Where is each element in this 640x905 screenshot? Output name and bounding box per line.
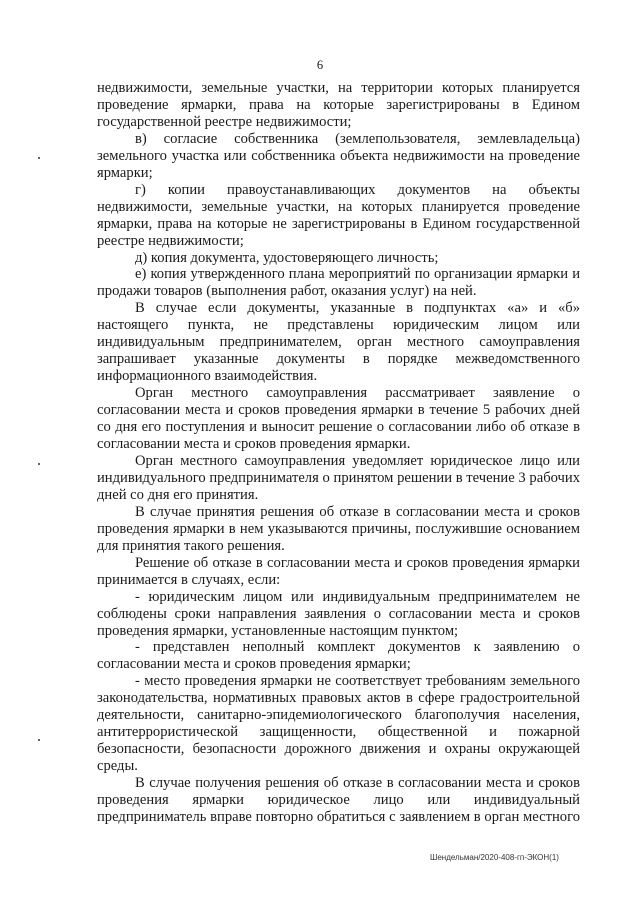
text-line: согласовании места и сроков проведения ярмарки; <box>97 656 411 673</box>
text-line: В случае принятия решения об отказе в согласовании места и сроков <box>135 503 580 520</box>
text-line: земельного участка или собственника объекта недвижимости на проведение <box>97 147 580 164</box>
text-line: проведение ярмарки, права на которые зарегистрированы в Едином <box>97 96 580 113</box>
text-line: В случае если документы, указанные в подпунктах «а» и «б» <box>135 300 580 317</box>
text-line: индивидуального предпринимателя о принятом решении в течение 3 рабочих <box>97 469 580 486</box>
text-line: государственной реестре недвижимости; <box>97 113 352 130</box>
document-footer-code: Шендельман/2020-408-гп-ЭКОН(1) <box>430 853 559 862</box>
text-line: деятельности, санитарно-эпидемиологического благополучия населения, <box>97 707 580 724</box>
text-line: е) копия утвержденного плана мероприятий по организации ярмарки и <box>135 266 580 283</box>
text-line: ярмарки; <box>97 164 153 181</box>
text-line: - представлен неполный комплект документов к заявлению о <box>135 639 580 656</box>
text-line: предприниматель вправе повторно обратиться с заявлением в орган местного <box>97 808 580 825</box>
text-line: информационного взаимодействия. <box>97 368 318 385</box>
scan-mark <box>38 463 40 465</box>
text-line: для принятия такого решения. <box>97 537 285 554</box>
text-line: Орган местного самоуправления рассматривает заявление о <box>135 385 580 402</box>
text-line: законодательства, нормативных правовых актов в сфере градостроительной <box>97 690 580 707</box>
text-line: запрашивает указанные документы в порядке межведомственного <box>97 351 580 368</box>
text-line: согласовании места и сроков проведения ярмарки. <box>97 436 411 453</box>
scan-mark <box>38 157 40 159</box>
document-body <box>97 80 580 826</box>
text-line: ярмарки, права на которые не зарегистрированы в Едином государственной <box>97 215 580 232</box>
text-line: согласовании места и сроков проведения ярмарки в течение 5 рабочих дней <box>97 402 580 419</box>
text-line: недвижимости, земельные участки, на территории которых планируется <box>97 80 580 96</box>
text-line: продажи товаров (выполнения работ, оказания услуг) на ней. <box>97 283 477 300</box>
text-line: г) копии правоустанавливающих документов на объекты <box>135 181 580 198</box>
text-line: соблюдены сроки направления заявления о согласовании места и сроков <box>97 605 580 622</box>
text-line: дней со дня его принятия. <box>97 486 259 503</box>
text-line: в) согласие собственника (землепользователя, землевладельца) <box>135 130 580 147</box>
text-line: д) копия документа, удостоверяющего личность; <box>135 249 439 266</box>
text-line: со дня его поступления и выносит решение о согласовании либо об отказе в <box>97 419 580 436</box>
text-line: среды. <box>97 758 138 775</box>
text-line: антитеррористической защищенности, общественной и пожарной <box>97 724 580 741</box>
text-line: - юридическим лицом или индивидуальным предпринимателем не <box>135 588 580 605</box>
scan-mark <box>38 739 40 741</box>
text-line: реестре недвижимости; <box>97 232 244 249</box>
text-line: - место проведения ярмарки не соответствует требованиям земельного <box>135 673 580 690</box>
text-line: индивидуальным предпринимателем, орган местного самоуправления <box>97 334 580 351</box>
text-line: настоящего пункта, не представлены юридическим лицом или <box>97 317 580 334</box>
text-line: проведения ярмарки юридическое лицо или индивидуальный <box>97 792 580 809</box>
text-line: Решение об отказе в согласовании места и сроков проведения ярмарки <box>135 554 580 571</box>
text-line: принимается в случаях, если: <box>97 571 281 588</box>
text-line: недвижимости, земельные участки, на которых планируется проведение <box>97 198 580 215</box>
text-line: проведения ярмарки в нем указываются причины, послужившие основанием <box>97 520 580 537</box>
text-line: безопасности, безопасности дорожного движения и охраны окружающей <box>97 741 580 758</box>
text-line: проведения ярмарки, установленные настоящим пунктом; <box>97 622 459 639</box>
page-number: 6 <box>316 58 324 72</box>
text-line: В случае получения решения об отказе в согласовании места и сроков <box>135 775 580 792</box>
text-line: Орган местного самоуправления уведомляет юридическое лицо или <box>135 452 580 469</box>
